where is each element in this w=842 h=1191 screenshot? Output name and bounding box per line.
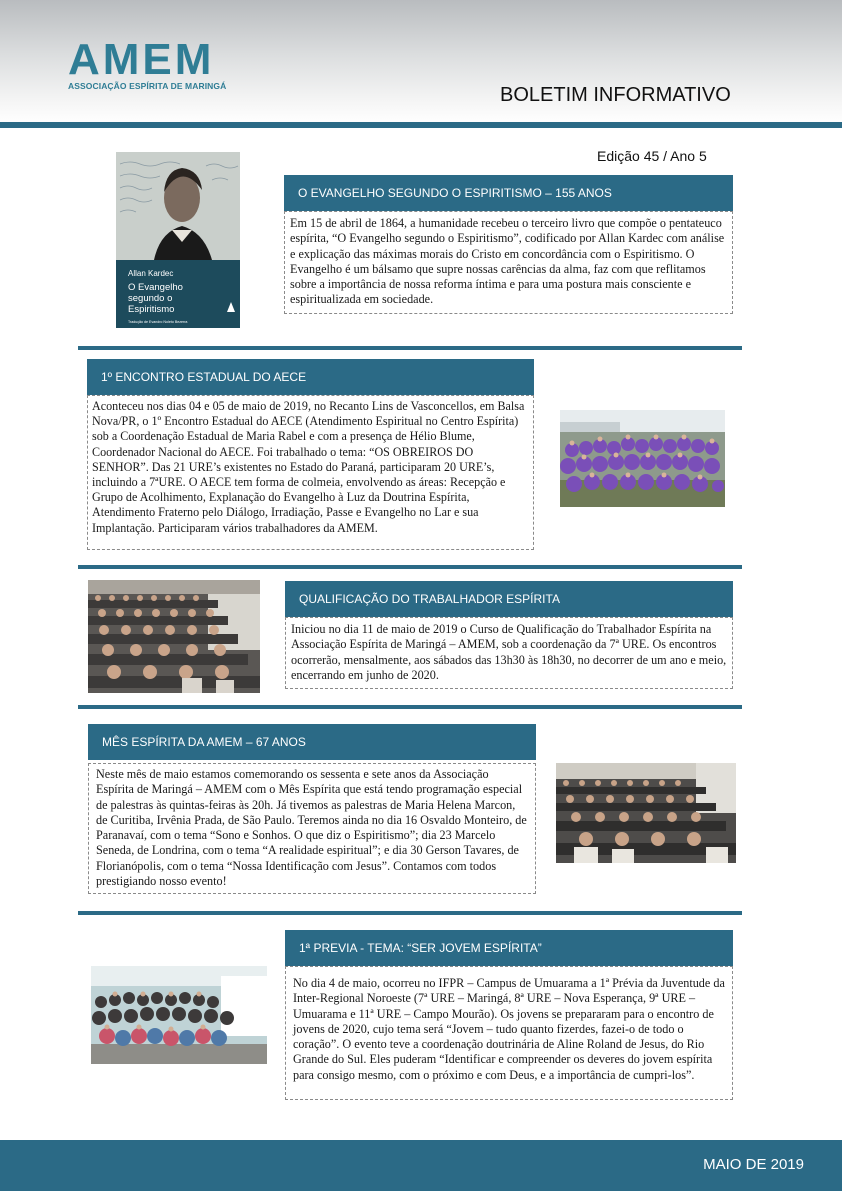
previa-youth-group-photo: [91, 966, 267, 1064]
section-divider: [78, 705, 742, 709]
book-author: Allan Kardec: [128, 269, 174, 278]
logo-word: AMEM: [68, 35, 215, 84]
section-title-previa: 1ª PREVIA - TEMA: “SER JOVEM ESPÍRITA”: [285, 930, 733, 966]
bulletin-title: BOLETIM INFORMATIVO: [500, 84, 731, 106]
section-title-mes-espirita: MÊS ESPÍRITA DA AMEM – 67 ANOS: [88, 724, 536, 760]
page-footer: [0, 1140, 842, 1191]
header-rule: [0, 122, 842, 128]
section-title-evangelho: O EVANGELHO SEGUNDO O ESPIRITISMO – 155 ANOS: [284, 175, 733, 211]
book-translator: Tradução de Evandro Noleto Bezerra: [128, 320, 188, 324]
section-title-qualificacao: QUALIFICAÇÃO DO TRABALHADOR ESPÍRITA: [285, 581, 733, 617]
book-title-line-2: segundo o: [128, 293, 173, 304]
footer-date: MAIO DE 2019: [703, 1156, 804, 1173]
section-title-aece: 1º ENCONTRO ESTADUAL DO AECE: [87, 359, 534, 395]
section-divider: [78, 565, 742, 569]
section-body-previa: No dia 4 de maio, ocorreu no IFPR – Campus de Umuarama a 1ª Prévia da Juventude da Inter-Regional Noroeste (7ª URE – Maringá, 8ª URE – Nova Esperança, 9ª URE – Umuarama e 11ª URE – Campo Mourão). Os jovens se prepararam para o encontro de jovens de 2020, cujo tema será “Jovem – tudo quanto fizerdes, fazei-o de todo o coração”. O evento teve a coordenação doutrinária de Aline Roland de Jesus, do Rio Grande do Sul. Eles puderam “Identificar e compreender os deveres do jovem espírita para consigo mesmo, com o próximo e com Deus, e a importância de cumpri-los”.: [285, 966, 733, 1100]
logo-subtitle: ASSOCIAÇÃO ESPÍRITA DE MARINGÁ: [68, 81, 227, 91]
edition-label: Edição 45 / Ano 5: [597, 148, 707, 164]
aece-group-photo: [560, 410, 725, 507]
qualificacao-audience-photo: [88, 580, 260, 693]
section-divider: [78, 346, 742, 350]
book-cover-image: [116, 152, 240, 328]
amem-logo: [68, 35, 227, 91]
book-title-line-1: O Evangelho: [128, 282, 183, 293]
mes-espirita-audience-photo: [556, 763, 736, 863]
section-body-qualificacao: Iniciou no dia 11 de maio de 2019 o Curso de Qualificação do Trabalhador Espírita na Associação Espírita de Maringá – AMEM, sob a coordenação da 7ª URE. Os encontros ocorrerão, mensalmente, aos sábados das 13h30 às 18h30, no decorrer de um ano e meio, encerrando em junho de 2020.: [285, 617, 733, 689]
section-body-evangelho: Em 15 de abril de 1864, a humanidade recebeu o terceiro livro que compõe o pentateuco espírita, “O Evangelho segundo o Espiritismo”, codificado por Allan Kardec com análise e explicação das máximas morais do Cristo em concordância com o Espiritismo. O Evangelho é um bálsamo que supre nossas carências da alma, faz com que reflitamos sobre a importância de nossa reforma íntima e para uma postura mais consciente e espiritualizada em sociedade.: [284, 211, 733, 314]
section-body-mes-espirita: Neste mês de maio estamos comemorando os sessenta e sete anos da Associação Espírita de Maringá – AMEM com o Mês Espírita que está tendo programação especial de palestras às quintas-feiras às 20h. Já tivemos as palestras de Maria Helena Marcon, de Curitiba, Irvênia Prada, de São Paulo. Teremos ainda no dia 16 Osvaldo Monteiro, de Paranavaí, com o tema “Sono e Sonhos. O que diz o Espiritismo”; dia 23 Marcelo Seneda, de Londrina, com o tema “A realidade espiritual”; e dia 30 Gerson Tavares, de Florianópolis, com o tema “Nossa Identificação com Jesus”. Contamos com todos prestigiando nosso evento!: [88, 763, 536, 894]
section-divider: [78, 911, 742, 915]
book-title-line-3: Espiritismo: [128, 304, 175, 315]
section-body-aece: Aconteceu nos dias 04 e 05 de maio de 2019, no Recanto Lins de Vasconcellos, em Balsa Nova/PR, o 1º Encontro Estadual do AECE (Atendimento Espiritual no Centro Espírita) sob a Coordenação Estadual de Maria Rabel e com a presença de Hélio Blume, Coordenador Nacional do AECE. Foi trabalhado o tema: “OS OBREIROS DO SENHOR”. Das 21 URE’s existentes no Estado do Paraná, participaram 20 URE’s, incluindo a 7ªURE. O AECE tem forma de colmeia, envolvendo as áreas: Recepção e Grupo de Acolhimento, Explanação do Evangelho à Luz da Doutrina Espírita, Atendimento Fraterno pelo Diálogo, Irradiação, Passe e Evangelho no Lar e sua Implantação. Participaram vários trabalhadores da AMEM.: [87, 395, 534, 550]
